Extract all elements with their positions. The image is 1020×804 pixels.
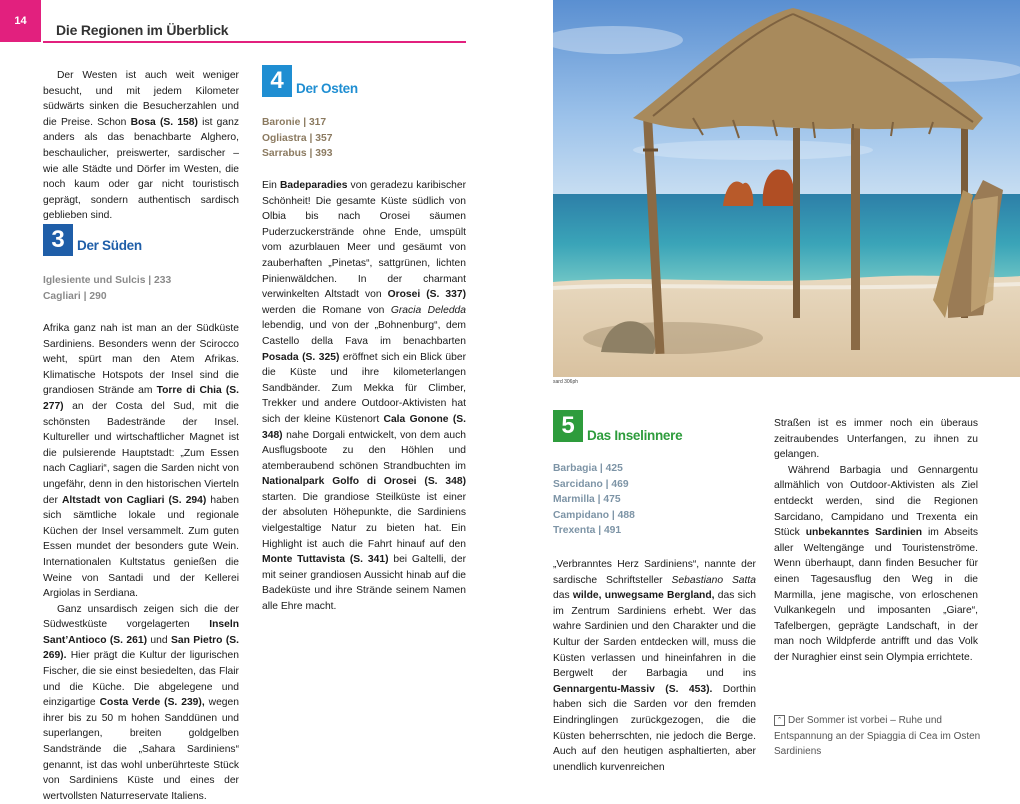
region-item: Marmilla | 475	[553, 494, 621, 506]
body-paragraph: Ganz unsardisch zeigen sich die der Südwestküste vorgelagerten Inseln Sant’Antioco (S. 261) und San Pietro (S. 269). Hier prägt die Kultur der ligurischen Fischer, die sie einst besiedelten, das Flair und die Küche. Die abgelegene und einzigartige Costa Verde (S. 239), wegen ihrer bis zu 50 m hohen Sanddünen und superlangen, breiten goldgelben Sandstrände die „Sahara Sardiniens“ genannt, ist das wohl unberührteste Stück von Sardiniens Küste und eines der wertvollsten Naturreservate Italiens.	[43, 603, 240, 802]
region-list	[262, 115, 332, 162]
section-number-badge: 5	[553, 410, 583, 442]
body-paragraph: Ein Badeparadies von geradezu karibischer Schönheit! Die gesamte Küste südlich von Olbia bis nach Orosei säumen Puderzuckerstrände ohne Ende, umspült vom azurblauen Meer und gesäumt von zauberhaften „Pinetas“, sattgrünen, lichten Pinienwäldchen. In der charmant verwinkelten Altstadt von Orosei (S. 337) werden die Romane von Gracia Deledda lebendig, und von der „Bohnenburg“, dem Castello della Fava im benachbarten Posada (S. 325) eröffnet sich ein Blick über die Küste und ihre kilometerlangen Sandbänder. Zum Mekka für Climber, Trekker und andere Outdoor-Aktivisten hat sich der kleine Küstenort Cala Gonone (S. 348) nahe Dorgali entwickelt, von dem auch Ausflugsboote zu den Höhlen und atemberaubend schönen Strandbuchten im Nationalpark Golfo di Orosei (S. 348) starten. Die grandiose Steilküste ist einer der absoluten Höhepunkte, die Sardiniens vielgestaltige Natur zu bieten hat. Ein Highlight ist auch die Fahrt hinauf auf den Monte Tuttavista (S. 341) bei Galtelli, der mit seiner grandiosen Aussicht hinab auf die Badeküste und ihre Strände seinem Namen alle Ehre macht.	[262, 180, 467, 613]
running-title: Die Regionen im Überblick	[56, 22, 229, 38]
region-item: Sarcidano | 469	[553, 478, 629, 490]
italic-name: Sebastiano Satta	[671, 574, 756, 586]
section-body-continued	[774, 416, 978, 666]
bold-reference: San Pietro (S. 269).	[43, 634, 240, 662]
caption-text: Der Sommer ist vorbei – Ruhe und Entspannung an der Spiaggia di Cea im Osten Sardiniens	[774, 715, 981, 757]
bold-reference: Badeparadies	[279, 180, 348, 191]
bold-reference: Posada (S. 325)	[262, 351, 340, 363]
bold-reference: Costa Verde (S. 239),	[99, 697, 205, 709]
bold-reference: wilde, unwegsame Bergland,	[572, 590, 715, 602]
bold-reference: Gennargentu-Massiv (S. 453).	[553, 683, 713, 695]
region-item: Cagliari | 290	[43, 290, 107, 302]
photo-caption	[774, 713, 984, 760]
photo-credit: sard 306ph	[553, 379, 579, 385]
intro-paragraph	[43, 68, 239, 224]
section-title: Das Inselinnere	[587, 428, 683, 443]
beach-hut-photo	[553, 0, 1020, 377]
bold-reference: Torre di Chia (S. 277)	[43, 385, 240, 412]
body-paragraph: Während Barbagia und Gennargentu allmählich von Outdoor-Aktivisten als Ziel entdeckt werden, sind die Regionen Sarcidano, Campidano und Trexenta ein Stück unbekanntes Sardinien im Abseits aller Weltengänge und Touristenströme. Wenn überhaupt, dann finden Besucher für einen Tagesausflug den Weg in die Marmilla, jene magische, von erloschenen Vulkankegeln und imposanten „Giare“, Tafelbergen, geprägte Landschaft, in der man noch Wildpferde antrifft und das Volk der Nuraghier einst sein Olympia errichtete.	[774, 464, 978, 663]
section-number-badge: 4	[262, 65, 292, 97]
body-paragraph: Afrika ganz nah ist man an der Südküste Sardiniens. Besonders wenn der Scirocco weht, spürt man den Atem Afrikas. Klimatische Hotspots der Insel sind die grandiosen Strände am Torre di Chia (S. 277) an der Costa del Sud, mit die schönsten Badestrände der Insel. Kultureller und wirtschaftlicher Magnet ist die pulsierende Hauptstadt: „Zum Essen nach Cagliari“, sagen die Sarden nicht von ungefähr, denn in den historischen Vierteln der Altstadt von Cagliari (S. 294) haben sich sämtliche lokale und regionale Küchen der Insel versammelt. Zum guten Essen mundet der besonders gute Wein. Internationalen Kultstatus genießen die Weine von Santadi und der Kellerei Argiolas in Serdiana.	[43, 323, 240, 600]
region-item: Campidano | 488	[553, 509, 635, 521]
header-rule	[43, 41, 466, 43]
section-number-badge: 3	[43, 224, 73, 256]
italic-name: Gracia Deledda	[390, 304, 466, 316]
bold-reference: Nationalpark Golfo di Orosei (S. 348)	[262, 476, 466, 488]
region-item: Ogliastra | 357	[262, 132, 333, 144]
section-title: Der Osten	[296, 81, 358, 96]
section-body	[262, 178, 466, 615]
region-item: Sarrabus | 393	[262, 148, 333, 160]
page-number: 14	[0, 0, 41, 42]
bold-reference: Altstadt von Cagliari (S. 294)	[61, 494, 207, 506]
bold-reference: unbekanntes Sardinien	[805, 527, 923, 539]
photo-reference-icon: ⌃	[774, 715, 785, 726]
section-title: Der Süden	[77, 238, 142, 253]
region-list	[553, 461, 635, 539]
bold-reference: Monte Tuttavista (S. 341)	[262, 554, 389, 566]
bold-reference: Orosei (S. 337)	[387, 289, 466, 301]
body-paragraph: Straßen ist es immer noch ein überaus zeitraubendes Unterfangen, zu ihnen zu gelangen.	[774, 418, 978, 461]
bold-reference: Cala Gonone (S. 348)	[262, 413, 466, 441]
intro-text: Der Westen ist auch weit weniger besucht, und mit jedem Kilometer südwärts sinken die Besucherzahlen und die Preise. Schon Bosa (S. 158) ist ganz anders als das benachbarte Alghero, beschaulicher, preiswerter, sardischer – wie alle Städte und Dörfer im Westen, die noch kaum oder gar nicht touristisch geprägt, sondern authentisch sardisch geblieben sind.	[43, 70, 239, 222]
section-body	[553, 557, 756, 775]
region-item: Trexenta | 491	[553, 525, 622, 537]
body-paragraph: „Verbranntes Herz Sardiniens“, nannte der sardische Schriftsteller Sebastiano Satta das wilde, unwegsame Bergland, das sich im Zentrum Sardiniens erhebt. Wer das wahre Sardinien und den Charakter und die Kultur der Sarden entdecken will, muss die Küsten verlassen und hineinfahren in die Bergwelt der Barbagia und ins Gennargentu-Massiv (S. 453). Dorthin haben sich die Sarden vor den fremden Eindringlingen zurückgezogen, die die Küsten beherrschten, nie jedoch die Berge. Auch auf den heutigen asphaltierten, aber unendlich kurvenreichen	[553, 559, 756, 773]
region-list	[43, 273, 171, 304]
section-body	[43, 321, 239, 804]
bold-reference: Inseln Sant’Antioco (S. 261)	[43, 619, 239, 646]
region-item: Baronie | 317	[262, 117, 327, 128]
region-item: Barbagia | 425	[553, 463, 623, 474]
region-item: Iglesiente und Sulcis | 233	[43, 275, 172, 286]
bold-reference: Bosa (S. 158)	[130, 116, 198, 128]
